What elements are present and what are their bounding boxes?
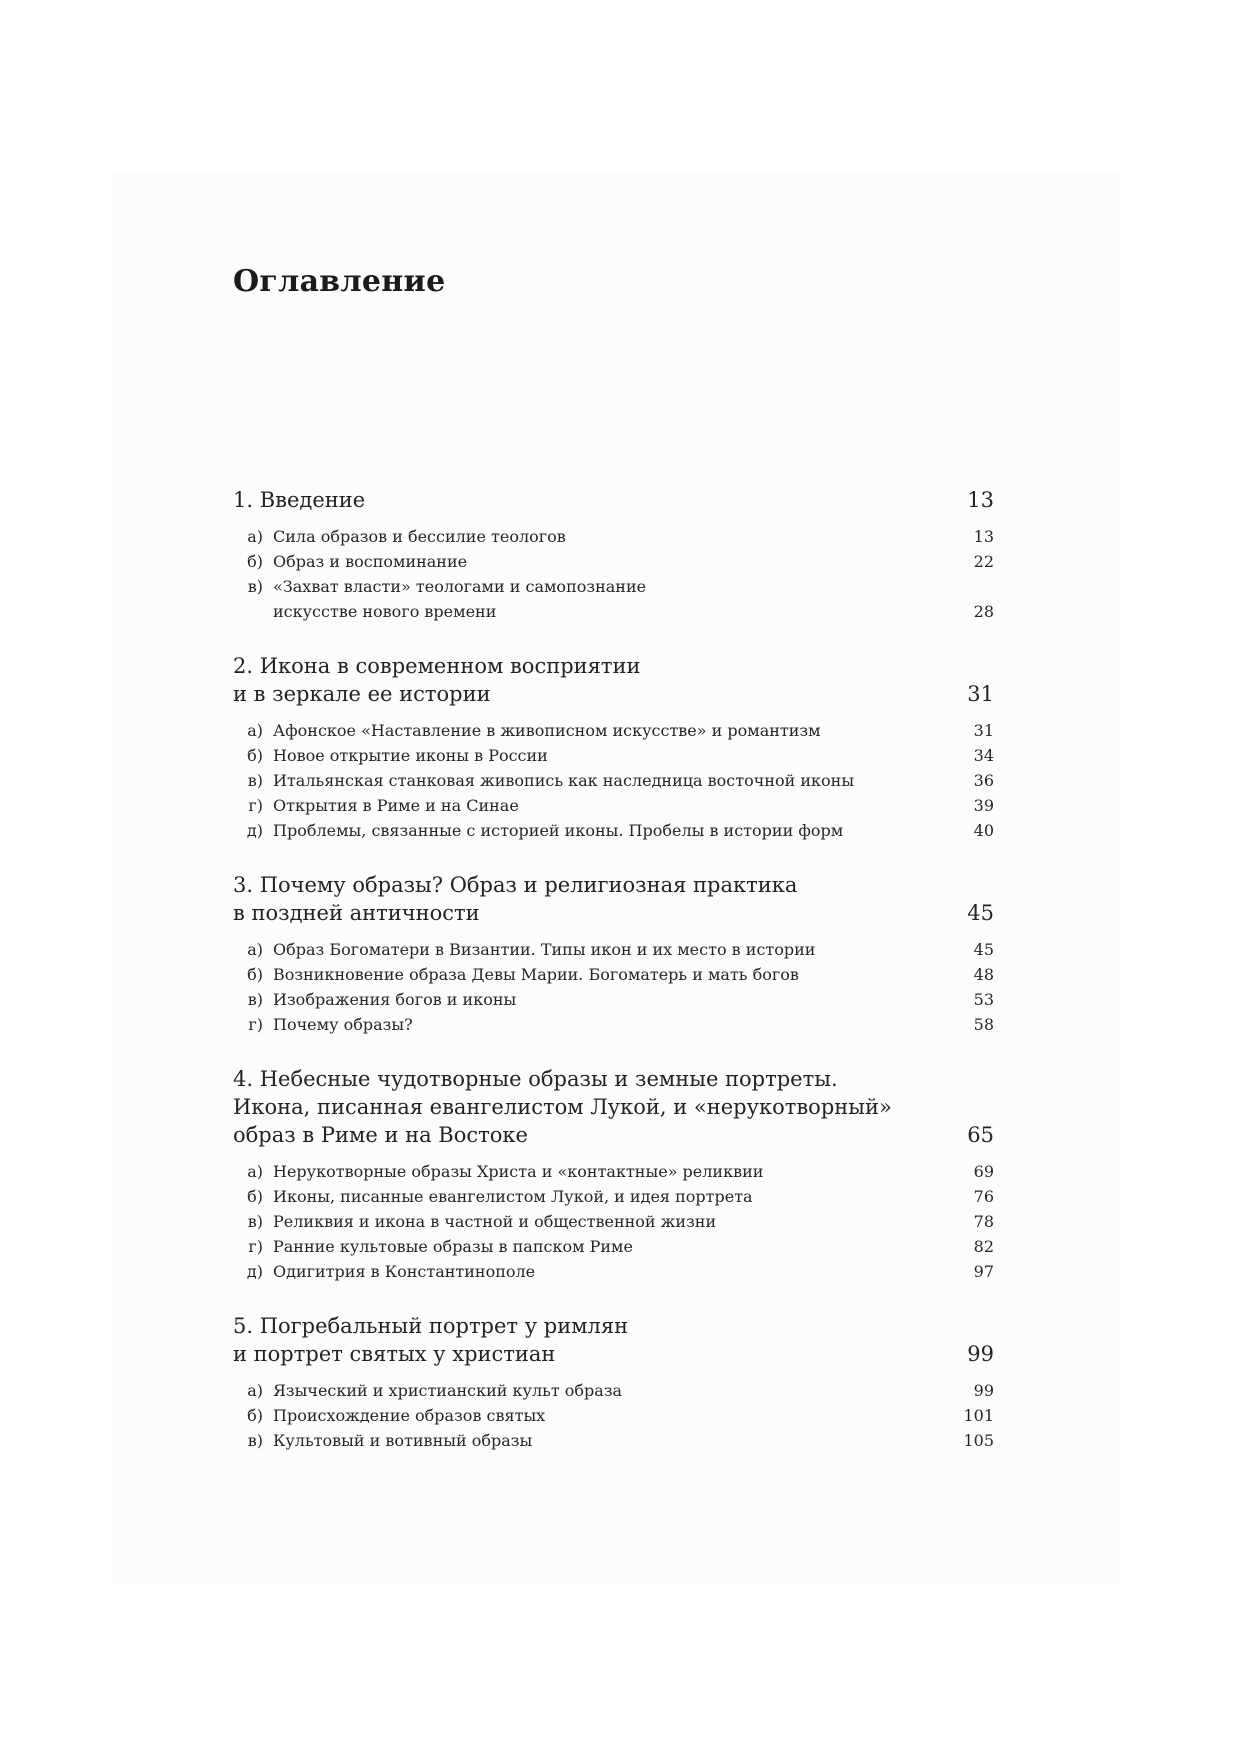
chapter-title-line: 1. Введение <box>233 488 366 512</box>
section-title <box>273 1209 923 1234</box>
chapter-1 <box>233 486 994 624</box>
chapter-page-number: 45 <box>967 901 994 925</box>
chapter-title <box>233 652 873 708</box>
section-title-line: Реликвия и икона в частной и общественной жизни <box>273 1212 717 1231</box>
section-title-line: Итальянская станковая живопись как наследница восточной иконы <box>273 771 855 790</box>
section-title <box>273 1428 923 1453</box>
section-title <box>273 1403 923 1428</box>
section-letter: в) <box>247 771 263 790</box>
section-letter: г) <box>248 1015 263 1034</box>
section-title-line: Проблемы, связанные с историей иконы. Пробелы в истории форм <box>273 821 844 840</box>
section-page-number: 53 <box>973 990 994 1009</box>
section-letter: д) <box>246 1262 263 1281</box>
section-entry[interactable] <box>233 1012 994 1037</box>
chapter-title-line: 3. Почему образы? Образ и религиозная практика <box>233 873 798 897</box>
section-entry[interactable] <box>233 1184 994 1209</box>
section-title-line: Одигитрия в Константинополе <box>273 1262 536 1281</box>
chapter-3 <box>233 871 994 1037</box>
chapter-title-line: Икона, писанная евангелистом Лукой, и «нерукотворный» <box>233 1095 892 1119</box>
section-entry[interactable] <box>233 743 994 768</box>
section-page-number: 105 <box>963 1431 994 1450</box>
section-title <box>273 718 923 743</box>
section-entry[interactable] <box>233 768 994 793</box>
section-letter: г) <box>248 796 263 815</box>
section-entry[interactable] <box>233 1403 994 1428</box>
page-title: Оглавление <box>233 264 446 299</box>
chapter-title-line: и портрет святых у христиан <box>233 1342 556 1366</box>
chapter-title-line: 5. Погребальный портрет у римлян <box>233 1314 629 1338</box>
section-title-line: «Захват власти» теологами и самопознание <box>273 577 647 596</box>
section-letter: г) <box>248 1237 263 1256</box>
section-page-number: 36 <box>973 771 994 790</box>
section-title-line: Открытия в Риме и на Синае <box>273 796 519 815</box>
section-list <box>233 524 994 624</box>
chapter-title-line: и в зеркале ее истории <box>233 682 491 706</box>
section-list <box>233 937 994 1037</box>
section-letter: в) <box>247 1431 263 1450</box>
section-title <box>273 1234 923 1259</box>
section-title-line: Афонское «Наставление в живописном искусстве» и романтизм <box>273 721 821 740</box>
section-letter: д) <box>246 821 263 840</box>
section-title-line: Образ Богоматери в Византии. Типы икон и их место в истории <box>273 940 816 959</box>
section-letter: а) <box>247 527 263 546</box>
section-title-line: Культовый и вотивный образы <box>273 1431 533 1450</box>
section-title-line: Изображения богов и иконы <box>273 990 517 1009</box>
section-page-number: 22 <box>973 552 994 571</box>
section-title <box>273 793 923 818</box>
section-title-line: Нерукотворные образы Христа и «контактные» реликвии <box>273 1162 764 1181</box>
section-title-line: Ранние культовые образы в папском Риме <box>273 1237 633 1256</box>
chapter-title-line: в поздней античности <box>233 901 480 925</box>
section-title <box>273 937 923 962</box>
section-entry[interactable] <box>233 524 994 549</box>
section-title-line: Образ и воспоминание <box>273 552 468 571</box>
chapter-heading[interactable] <box>233 871 994 927</box>
section-page-number: 101 <box>963 1406 994 1425</box>
chapter-title <box>233 871 873 927</box>
section-page-number: 39 <box>973 796 994 815</box>
section-title <box>273 1159 923 1184</box>
section-entry[interactable] <box>233 549 994 574</box>
section-list <box>233 1159 994 1284</box>
section-page-number: 45 <box>973 940 994 959</box>
section-page-number: 69 <box>973 1162 994 1181</box>
section-page-number: 31 <box>973 721 994 740</box>
section-title-line: Сила образов и бессилие теологов <box>273 527 566 546</box>
section-title <box>273 1378 923 1403</box>
section-title-line: Почему образы? <box>273 1015 413 1034</box>
section-letter: а) <box>247 721 263 740</box>
section-title <box>273 574 923 624</box>
section-entry[interactable] <box>233 1159 994 1184</box>
chapter-title-line: 4. Небесные чудотворные образы и земные портреты. <box>233 1067 838 1091</box>
section-entry[interactable] <box>233 1259 994 1284</box>
section-page-number: 13 <box>973 527 994 546</box>
chapter-heading[interactable] <box>233 652 994 708</box>
chapter-heading[interactable] <box>233 486 994 514</box>
section-title-line: Возникновение образа Девы Марии. Богоматерь и мать богов <box>273 965 799 984</box>
section-entry[interactable] <box>233 793 994 818</box>
section-page-number: 76 <box>973 1187 994 1206</box>
section-title <box>273 524 923 549</box>
section-page-number: 34 <box>973 746 994 765</box>
section-page-number: 40 <box>973 821 994 840</box>
chapter-page-number: 99 <box>967 1342 994 1366</box>
section-entry[interactable] <box>233 574 994 624</box>
chapter-page-number: 31 <box>967 682 994 706</box>
section-entry[interactable] <box>233 1209 994 1234</box>
section-title <box>273 1184 923 1209</box>
section-page-number: 97 <box>973 1262 994 1281</box>
section-title-line: Новое открытие иконы в России <box>273 746 548 765</box>
section-title-line: Иконы, писанные евангелистом Лукой, и идея портрета <box>273 1187 753 1206</box>
chapter-2 <box>233 652 994 843</box>
section-page-number: 58 <box>973 1015 994 1034</box>
chapter-title <box>233 1312 873 1368</box>
chapter-title-line: образ в Риме и на Востоке <box>233 1123 528 1147</box>
chapter-title-line: 2. Икона в современном восприятии <box>233 654 641 678</box>
section-entry[interactable] <box>233 987 994 1012</box>
section-letter: а) <box>247 940 263 959</box>
table-of-contents <box>233 486 994 1481</box>
section-letter: б) <box>247 746 263 765</box>
section-entry[interactable] <box>233 962 994 987</box>
chapter-title <box>233 1065 892 1149</box>
section-title <box>273 987 923 1012</box>
section-page-number: 28 <box>973 602 994 621</box>
chapter-4 <box>233 1065 994 1284</box>
section-letter: а) <box>247 1162 263 1181</box>
section-entry[interactable] <box>233 818 994 843</box>
section-page-number: 82 <box>973 1237 994 1256</box>
section-list <box>233 1378 994 1453</box>
section-letter: б) <box>247 552 263 571</box>
section-entry[interactable] <box>233 1378 994 1403</box>
section-title <box>273 1012 923 1037</box>
chapter-title <box>233 486 873 514</box>
section-title <box>273 768 923 793</box>
section-title-line: Происхождение образов святых <box>273 1406 546 1425</box>
chapter-heading[interactable] <box>233 1312 994 1368</box>
section-letter: в) <box>247 577 263 596</box>
section-letter: а) <box>247 1381 263 1400</box>
section-list <box>233 718 994 843</box>
section-title <box>273 1259 923 1284</box>
section-entry[interactable] <box>233 937 994 962</box>
section-letter: в) <box>247 1212 263 1231</box>
section-title-line: Языческий и христианский культ образа <box>273 1381 623 1400</box>
section-page-number: 99 <box>973 1381 994 1400</box>
section-title <box>273 818 923 843</box>
chapter-heading[interactable] <box>233 1065 994 1149</box>
section-letter: б) <box>247 1187 263 1206</box>
section-title <box>273 962 923 987</box>
section-letter: в) <box>247 990 263 1009</box>
section-title <box>273 549 923 574</box>
section-page-number: 48 <box>973 965 994 984</box>
section-entry[interactable] <box>233 1428 994 1453</box>
section-letter: б) <box>247 1406 263 1425</box>
section-title <box>273 743 923 768</box>
section-title-line: искусстве нового времени <box>273 602 497 621</box>
section-entry[interactable] <box>233 718 994 743</box>
chapter-page-number: 65 <box>967 1123 994 1147</box>
chapter-page-number: 13 <box>967 488 994 512</box>
section-letter: б) <box>247 965 263 984</box>
section-page-number: 78 <box>973 1212 994 1231</box>
chapter-5 <box>233 1312 994 1453</box>
section-entry[interactable] <box>233 1234 994 1259</box>
